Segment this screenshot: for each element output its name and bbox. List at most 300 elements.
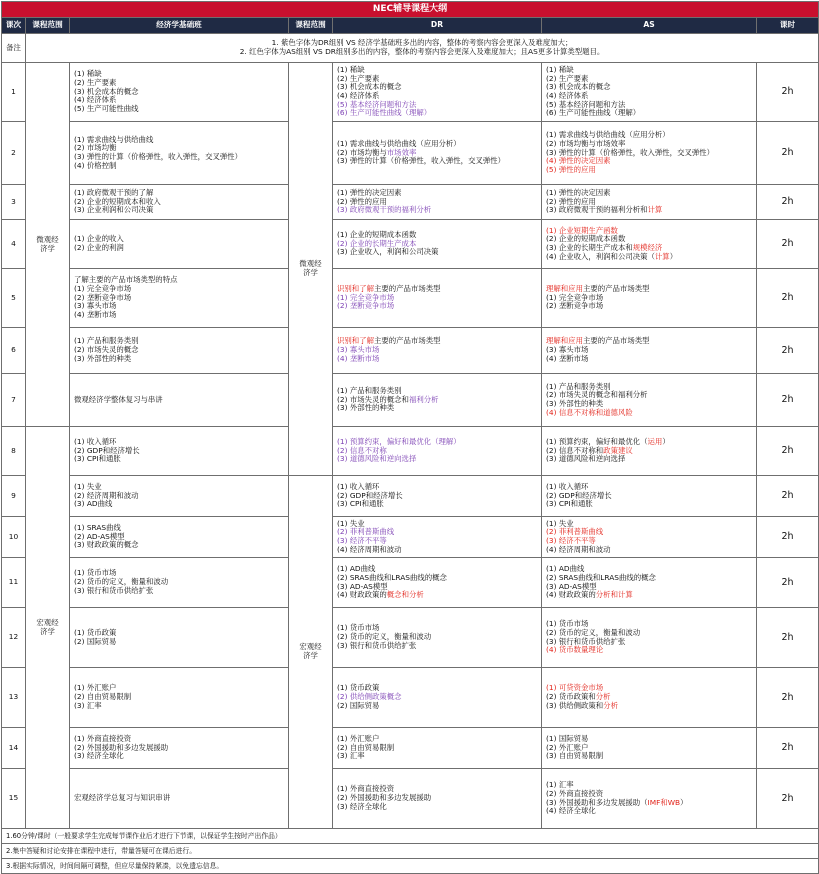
highlight-text-purple: (1) 完全竞争市场 [337,292,395,302]
course-outline-table [1,1,819,874]
lesson-hours: 2h [757,476,819,517]
cell-dr [333,476,542,517]
content-text: (2) 弹性的应用 [337,196,387,206]
content-line [546,409,752,418]
highlight-text-red: 计算 [647,205,663,215]
content-text: (2) 市场失灵的概念 [74,345,139,355]
content-text: (1) SRAS曲线 [74,522,121,532]
content-text: (3) 弹性的计算（价格弹性，收入弹性，交叉弹性） [337,156,506,166]
highlight-text-purple: (3) 经济不平等 [337,536,387,545]
content-text: (3) 机会成本的概念 [337,82,402,92]
highlight-text-red: 政策建议 [603,445,633,455]
highlight-text-red: 分析 [595,692,611,702]
content-text: (4) 垄断市场 [546,353,589,363]
highlight-text-purple: (1) 预算约束，偏好和最优化（理解） [337,436,461,446]
header-as: AS [542,18,757,34]
content-text: ） [662,436,670,446]
lesson-row [2,668,819,728]
content-line [337,455,537,464]
content-text: (1) 货币市场 [74,568,117,578]
content-text: (3) 银行和货币供给扩张 [546,636,626,646]
content-text: (2) 垄断竞争市场 [546,301,604,311]
lesson-hours: 2h [757,374,819,427]
highlight-text-purple: (2) 企业的长期生产成本 [337,238,417,248]
cell-dr [333,374,542,427]
content-text: (2) 自由贸易限制 [337,742,395,752]
highlight-text-purple: (3) 道德风险和逆向选择 [337,454,417,464]
cell-basic [70,476,289,517]
content-text: (2) 生产要素 [74,77,117,87]
cell-as [542,185,757,220]
content-text: (3) 自由贸易限制 [546,751,604,761]
content-text: (3) 政府微观干预的福利分析和 [546,205,648,215]
content-line [74,105,284,114]
highlight-text-red: 概念和分析 [386,590,424,600]
content-text: (1) 政府微观干预的了解 [74,187,154,197]
content-text: (3) 弹性的计算（价格弹性，收入弹性，交叉弹性） [74,152,243,161]
lesson-number: 2 [2,122,26,185]
cell-basic [70,608,289,668]
content-line [337,355,537,364]
footnote: 1.60分钟/课时（一般要求学生完成每节课作业后才进行下节课，以保证学生按时产出作品） [2,829,819,844]
content-text: (2) GDP和经济增长 [546,490,612,500]
content-text: (3) 外国援助和多边发展援助（ [546,797,648,807]
lesson-hours: 2h [757,63,819,122]
content-text: (3) 企业的长期生产成本和 [546,243,633,252]
content-text: ） [680,797,688,807]
cell-dr [333,63,542,122]
lesson-number: 8 [2,427,26,476]
content-line [74,794,284,803]
content-text: (3) 经济全球化 [337,801,387,811]
content-text: (2) GDP和经济增长 [337,490,403,500]
content-text: (2) 市场失灵的概念和福利分析 [546,390,648,400]
highlight-text-purple: 福利分析 [408,394,439,404]
note-line: 2. 红色字体为AS组别 VS DR组别多出的内容，整体的考察内容会更深入及难度加大；且AS更多计算类型题目。 [239,47,605,56]
cell-basic [70,668,289,728]
cell-basic [70,427,289,476]
lesson-row [2,517,819,558]
content-text: ） [669,251,678,261]
content-line [74,693,284,702]
content-text: (1) 产品和服务类别 [337,385,402,395]
content-line [74,455,284,464]
content-line [74,244,284,253]
content-line [546,546,752,555]
content-line [74,752,284,761]
footnote-row [2,859,819,874]
cell-dr [333,769,542,829]
content-line [74,541,284,550]
highlight-text-purple: 市场效率 [386,147,417,157]
content-text: (3) 机会成本的概念 [74,86,139,96]
content-text: (4) 财政政策的 [337,590,387,600]
content-line [546,206,752,215]
content-text: (1) 企业的收入 [74,234,124,244]
content-line [337,500,537,509]
content-line [74,206,284,215]
content-line [546,253,752,262]
area-macro-right: 宏观经济学 [289,476,333,829]
lesson-hours: 2h [757,608,819,668]
content-text: (2) 弹性的应用 [546,196,596,206]
content-text: (1) 弹性的决定因素 [337,187,402,197]
cell-basic [70,122,289,185]
content-text: (1) 汇率 [546,780,574,790]
highlight-text-purple: (2) 供给侧政策概念 [337,692,402,702]
content-text: 主要的产品市场类型 [373,336,441,346]
content-line [546,702,752,711]
content-text: (1) 货币市场 [337,623,380,633]
lesson-row [2,220,819,269]
content-text: (4) 经济周期和波动 [546,544,611,554]
content-line [546,109,752,118]
content-line [74,587,284,596]
highlight-text-purple: (3) 政府微观干预的福利分析 [337,205,432,215]
content-text: (2) 企业的利润 [74,243,124,252]
cell-dr [333,517,542,558]
content-text: (1) 国际贸易 [546,733,589,743]
content-text: (1) 外商直接投资 [74,733,132,743]
content-text: (3) 供给侧政策和 [546,700,604,710]
content-text: (2) 市场均衡与市场效率 [546,138,626,148]
area-micro-left: 微观经济学 [26,63,70,427]
content-text: (2) SRAS曲线和LRAS曲线的概念 [546,572,656,582]
content-text: 了解主要的产品市场类型的特点 [74,275,178,285]
content-text: (1) 货币政策 [337,683,380,693]
page-title: NEC辅导课程大纲 [2,2,819,18]
notes [26,34,819,63]
content-text: (3) 银行和货币供给扩张 [74,585,154,595]
cell-dr [333,608,542,668]
lesson-hours: 2h [757,517,819,558]
content-text: (3) 道德风险和逆向选择 [546,454,626,464]
highlight-text-purple: (6) 生产可能性曲线（理解） [337,108,432,118]
content-text: (1) 货币政策 [74,627,117,637]
content-text: (3) AD-AS模型 [546,581,597,591]
content-line [546,500,752,509]
content-text: (3) 企业收入，利润和公司决策 [337,247,439,257]
content-line [546,752,752,761]
lesson-hours: 2h [757,122,819,185]
content-text: (1) 失业 [546,518,574,528]
content-text: (2) GDP和经济增长 [74,445,140,455]
lesson-row [2,122,819,185]
content-text: (3) AD曲线 [74,499,113,509]
content-line [546,807,752,816]
content-line [337,744,537,753]
content-text: 宏观经济学总复习与知识串讲 [74,793,171,803]
lesson-hours: 2h [757,427,819,476]
content-text: (3) 财政政策的概念 [74,540,139,550]
content-line [337,302,537,311]
content-text: (3) 外部性的种类 [546,399,604,408]
footnote: 3.根据实际情况，时间间隔可调整，但应尽量保持紧凑，以免遗忘信息。 [2,859,819,874]
content-text: (2) 市场均衡 [74,143,117,153]
content-text: (1) 企业的短期成本函数 [337,229,417,239]
content-text: (3) 经济全球化 [74,751,124,761]
lesson-row [2,63,819,122]
content-line [337,591,537,600]
content-text: (1) 货币市场 [546,619,589,629]
highlight-text-red: 分析和计算 [595,590,633,600]
lesson-row [2,558,819,608]
course-outline [1,1,818,874]
content-text: (3) CPI和通胀 [546,499,593,509]
lesson-hours: 2h [757,558,819,608]
content-text: (3) 外部性的种类 [337,403,395,413]
content-text: (4) 企业收入，利润和公司决策（ [546,251,655,261]
lesson-row [2,427,819,476]
content-text: (1) 收入循环 [546,481,589,491]
cell-as [542,728,757,769]
content-text: (3) 机会成本的概念 [546,82,611,92]
content-text: (1) 需求曲线与供给曲线 [74,134,154,144]
cell-dr [333,328,542,374]
content-text: (4) 经济体系 [74,95,117,105]
content-text: (2) 货币的定义，衡量和波动 [546,627,641,637]
header-area-left: 课程范围 [26,18,70,34]
cell-as [542,608,757,668]
lesson-number: 15 [2,769,26,829]
highlight-text-red: 识别和了解 [337,336,374,346]
content-text: (2) 外国援助和多边发展援助 [337,793,432,803]
lesson-number: 14 [2,728,26,769]
cell-as [542,122,757,185]
cell-basic [70,517,289,558]
content-line [74,702,284,711]
cell-basic [70,558,289,608]
highlight-text-purple: (2) 菲利普斯曲线 [337,527,395,537]
content-text: (5) 生产可能性曲线 [74,104,139,114]
content-text: (1) 外汇账户 [74,683,117,693]
content-line [337,546,537,555]
highlight-text-red: 理解和应用 [546,336,583,346]
lesson-hours: 2h [757,220,819,269]
content-text: (3) 汇率 [337,751,365,761]
lesson-number: 9 [2,476,26,517]
content-text: (2) 市场均衡与 [337,147,387,157]
content-text: (3) AD-AS模型 [337,581,388,591]
content-line [546,355,752,364]
content-line [337,109,537,118]
content-text: (2) 垄断竞争市场 [74,292,132,302]
content-text: (3) 寡头市场 [74,301,117,311]
content-text: (3) CPI和通胀 [337,499,384,509]
cell-as [542,517,757,558]
cell-as [542,374,757,427]
lesson-row [2,269,819,328]
lesson-hours: 2h [757,328,819,374]
content-text: (5) 基本经济问题和方法 [546,99,626,109]
footnote-row [2,829,819,844]
highlight-text-red: 规模经济 [632,243,663,252]
footnote: 2.集中答疑和讨论安排在课程中进行，带量答疑可在课后进行。 [2,844,819,859]
lesson-number: 13 [2,668,26,728]
content-line [337,752,537,761]
cell-dr [333,427,542,476]
content-text: 主要的产品市场类型 [582,283,650,293]
cell-dr [333,185,542,220]
content-line [546,646,752,655]
content-text: (1) 产品和服务类别 [74,336,139,346]
cell-dr [333,668,542,728]
content-text: (2) 信息不对称和 [546,445,604,455]
highlight-text-purple: (5) 基本经济问题和方法 [337,99,417,109]
lesson-number: 12 [2,608,26,668]
cell-as [542,328,757,374]
cell-basic [70,63,289,122]
content-text: (1) 产品和服务类别 [546,381,611,391]
content-text: (1) 完全竞争市场 [74,283,132,293]
lesson-hours: 2h [757,269,819,328]
lesson-row [2,769,819,829]
cell-dr [333,269,542,328]
cell-basic [70,185,289,220]
lesson-number: 7 [2,374,26,427]
content-line [74,311,284,320]
content-text: (2) 企业的短期成本函数 [546,234,626,244]
note-line: 1. 紫色字体为DR组别 VS 经济学基础班多出的内容，整体的考察内容会更深入及难度加大； [271,38,573,48]
lesson-number: 5 [2,269,26,328]
content-text: (3) 汇率 [74,700,102,710]
content-line [337,404,537,413]
highlight-text-purple: (4) 垄断市场 [337,353,380,363]
content-text: (1) 失业 [74,481,102,491]
content-line [337,248,537,257]
content-line [74,162,284,171]
cell-dr [333,220,542,269]
content-text: (2) 货币政策和 [546,692,596,702]
content-line [546,591,752,600]
cell-dr [333,122,542,185]
content-line [546,166,752,175]
content-text: (1) 预算约束，偏好和最优化（ [546,436,648,446]
content-line [74,638,284,647]
content-text: (2) 外国援助和多边发展援助 [74,742,169,752]
content-text: (4) 财政政策的 [546,590,596,600]
content-line [74,355,284,364]
footnote-row [2,844,819,859]
header-hours: 课时 [757,18,819,34]
note-label: 备注 [2,34,26,63]
content-text: (2) 国际贸易 [74,636,117,646]
content-line [337,702,537,711]
highlight-text-red: (3) 经济不平等 [546,536,596,545]
content-text: (4) 经济全球化 [546,806,596,816]
highlight-text-red: 计算 [654,251,670,261]
lesson-hours: 2h [757,728,819,769]
content-line [74,396,284,405]
lesson-hours: 2h [757,185,819,220]
content-text: (1) 外汇账户 [337,733,380,743]
content-text: (3) 企业利润和公司决策 [74,205,154,215]
highlight-text-red: (4) 信息不对称和道德风险 [546,407,633,417]
content-text: (2) AD-AS模型 [74,531,125,541]
content-text: (3) CPI和通胀 [74,454,121,464]
cell-as [542,427,757,476]
lesson-hours: 2h [757,769,819,829]
content-text: (2) 货币的定义，衡量和波动 [74,577,169,587]
content-line [74,500,284,509]
highlight-text-purple: (2) 垄断竞争市场 [337,301,395,311]
lesson-row [2,728,819,769]
highlight-text-red: (1) 企业短期生产函数 [546,225,618,235]
cell-as [542,476,757,517]
lesson-number: 1 [2,63,26,122]
content-text: (4) 经济体系 [337,91,380,100]
content-text: (1) 外商直接投资 [337,784,395,794]
content-text: (6) 生产可能性曲线（理解） [546,108,641,118]
content-text: (4) 经济体系 [546,91,589,100]
content-text: 主要的产品市场类型 [582,336,650,346]
highlight-text-red: (4) 货币数量理论 [546,645,604,655]
lesson-row [2,328,819,374]
highlight-text-red: 分析 [603,700,618,710]
content-line [546,302,752,311]
content-text: (4) 垄断市场 [74,310,117,320]
content-text: (1) 需求曲线与供给曲线（应用分析） [546,130,670,140]
content-text: (2) 自由贸易限制 [74,692,132,702]
header-lesson: 课次 [2,18,26,34]
cell-as [542,63,757,122]
lesson-number: 10 [2,517,26,558]
header-basic: 经济学基础班 [70,18,289,34]
lesson-hours: 2h [757,668,819,728]
highlight-text-purple: (2) 信息不对称 [337,445,387,455]
content-line [337,642,537,651]
cell-as [542,769,757,829]
highlight-text-red: 理解和应用 [546,283,583,293]
content-text: (2) 经济周期和波动 [74,490,139,500]
lesson-row [2,476,819,517]
cell-basic [70,769,289,829]
lesson-row [2,185,819,220]
lesson-number: 3 [2,185,26,220]
cell-basic [70,269,289,328]
content-text: (2) 生产要素 [337,73,380,83]
area-macro-left: 宏观经济学 [26,427,70,829]
content-text: (2) 货币的定义，衡量和波动 [337,632,432,642]
content-text: (1) 稀缺 [74,69,102,79]
cell-as [542,558,757,608]
content-text: (1) 需求曲线与供给曲线（应用分析） [337,138,461,148]
lesson-number: 4 [2,220,26,269]
lesson-row [2,374,819,427]
content-text: (4) 价格控制 [74,160,117,170]
content-text: 微观经济学整体复习与串讲 [74,394,163,404]
content-text: (1) 收入循环 [74,436,117,446]
content-text: (3) 外部性的种类 [74,353,132,363]
content-line [337,206,537,215]
content-line [337,157,537,166]
content-text: (2) 外汇账户 [546,742,589,752]
content-text: (2) 国际贸易 [337,700,380,710]
lesson-row [2,608,819,668]
content-line [546,455,752,464]
highlight-text-red: (5) 弹性的应用 [546,165,596,175]
header-dr: DR [333,18,542,34]
content-text: (1) 失业 [337,518,365,528]
lesson-number: 11 [2,558,26,608]
content-text: (1) 稀缺 [337,64,365,74]
content-text: (4) 经济周期和波动 [337,544,402,554]
cell-dr [333,558,542,608]
content-text: (3) 寡头市场 [546,345,589,355]
highlight-text-red: IMF和WB [647,797,681,807]
lesson-number: 6 [2,328,26,374]
content-text: (1) 收入循环 [337,481,380,491]
